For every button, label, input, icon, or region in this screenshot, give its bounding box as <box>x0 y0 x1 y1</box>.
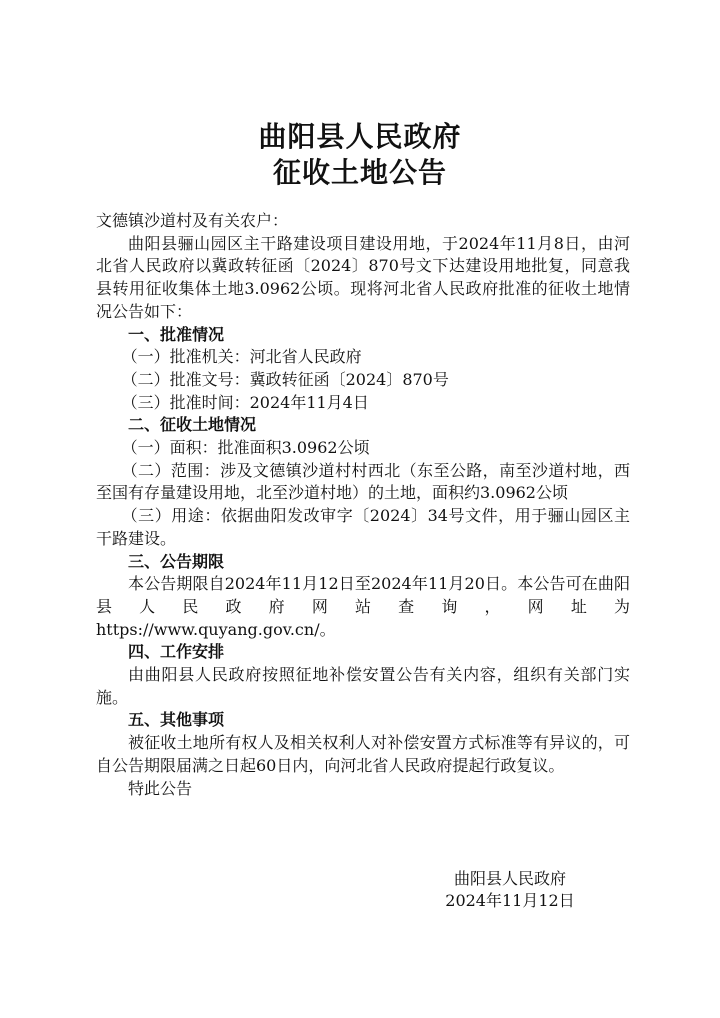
section-5-heading: 五、其他事项 <box>128 710 225 730</box>
section-1-heading: 一、批准情况 <box>128 324 225 344</box>
section-1-item-1: （一）批准机关：河北省人民政府 <box>121 347 362 367</box>
document-body <box>96 210 630 800</box>
section-1-item-2: （二）批准文号：冀政转征函〔2024〕870号 <box>121 369 449 389</box>
section-2-item-3: （三）用途：依据曲阳发改审字〔2024〕34号文件，用于骊山园区主干路建设。 <box>96 506 630 548</box>
section-4-text: 由曲阳县人民政府按照征地补偿安置公告有关内容，组织有关部门实施。 <box>96 665 630 707</box>
section-2-heading: 二、征收土地情况 <box>128 415 257 435</box>
addressee: 文德镇沙道村及有关农户： <box>96 211 289 230</box>
section-3-heading: 三、公告期限 <box>128 551 225 571</box>
website-url: https://www.quyang.gov.cn/。 <box>96 619 336 639</box>
document-title-line1: 曲阳县人民政府 <box>258 120 462 153</box>
signature-date: 2024年11月12日 <box>445 891 575 910</box>
intro-paragraph: 曲阳县骊山园区主干路建设项目建设用地，于2024年11月8日，由河北省人民政府以冀政转征函〔2024〕870号文下达建设用地批复，同意我县转用征收集体土地3.0962公顷。现将河北省人民政府批准的征收土地情况公告如下： <box>96 233 630 321</box>
section-5-text: 被征收土地所有权人及相关权利人对补偿安置方式标准等有异议的，可自公告期限届满之日起60日内，向河北省人民政府提起行政复议。 <box>96 733 630 775</box>
section-4-heading: 四、工作安排 <box>128 642 225 662</box>
document-title-line2: 征收土地公告 <box>272 156 447 189</box>
section-3-text: 本公告期限自2024年11月12日至2024年11月20日。本公告可在曲阳县人民政府网站查询，网址为 <box>96 574 630 616</box>
signature-organization: 曲阳县人民政府 <box>453 869 566 888</box>
section-2-item-2: （二）范围：涉及文德镇沙道村村西北（东至公路，南至沙道村地，西至国有存量建设用地，北至沙道村地）的土地，面积约3.0962公顷 <box>96 460 630 503</box>
closing-line: 特此公告 <box>128 778 193 798</box>
section-2-item-1: （一）面积：批准面积3.0962公顷 <box>121 438 370 458</box>
section-1-item-3: （三）批准时间：2024年11月4日 <box>121 392 369 412</box>
